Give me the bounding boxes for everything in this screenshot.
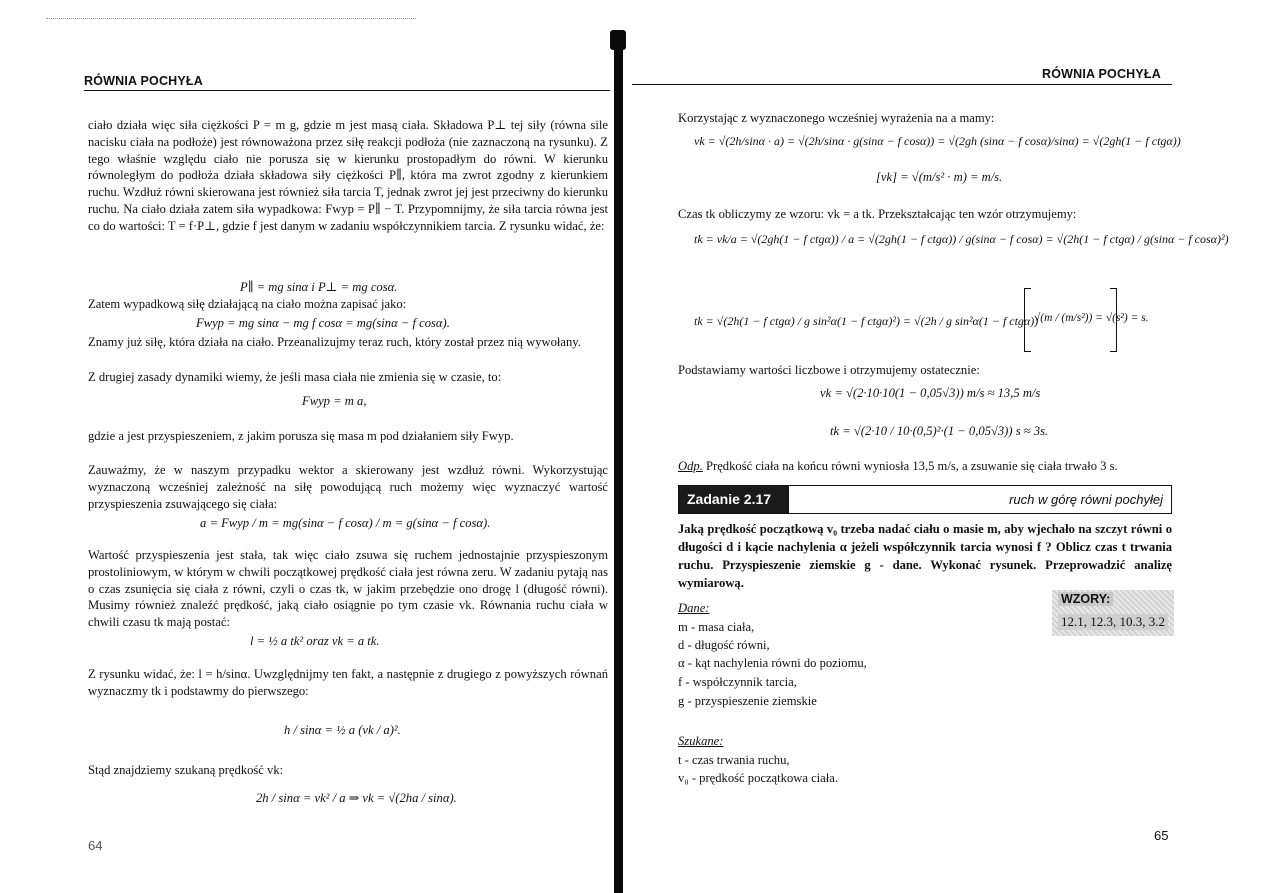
equation-time-simplified: tk = √(2h(1 − f ctgα) / g sin²α(1 − f ctgα)²) = √(2h / g sin²α(1 − f ctgα)) (694, 314, 1039, 328)
given-heading: Dane: (678, 601, 710, 615)
paragraph-velocity: Stąd znajdziemy szukaną prędkość vk: (88, 763, 284, 777)
equation-velocity-numeric: vk = √(2·10·10(1 − 0,05√3)) m/s ≈ 13,5 m/s (820, 386, 1041, 400)
paragraph-acceleration: gdzie a jest przyspieszeniem, z jakim porusza się masa m pod działaniem siły Fwyp. (88, 429, 514, 443)
left-page (0, 0, 612, 893)
task-statement: Jaką prędkość początkową v₀ trzeba nadać ciału o masie m, aby wjechało na szczyt równi o długości d i kącie nachylenia α jeżeli współczynnik tarcia wynosi f ? Oblicz czas t trwania ruchu. Przyspieszenie ziemskie g - dane. Wykonać rysunek. Przeprowadzić analizę wymiarową. (678, 522, 1172, 590)
given-item: g - przyspieszenie ziemskie (678, 694, 817, 708)
equation-time-derivation: tk = vk/a = √(2gh(1 − f ctgα)) / a = √(2gh(1 − f ctgα)) / g(sinα − f cosα) = √(2h(1 − f ctgα) / g(sinα − f cosα)²) (694, 232, 1229, 246)
paragraph-forces: ciało działa więc siła ciężkości P = m g, gdzie m jest masą ciała. Składowa P⊥ tej siły (równa sile nacisku ciała na podłoże) jest równoważona przez siłę reakcji podłoża (nie zaznaczoną na rysunku). Z tego właśnie względu ciało nie porusza się w kierunku prostopadłym do równi. W kierunku równoległym do podłoża działa składowa siły ciężkości P∥, która ma zwrot zgodny z kierunkiem ruchu. Wzdłuż równi skierowana jest również siła tarcia T, jednak zwrot jej jest przeciwny do kierunku ruchu. Na ciało działa zatem siła wypadkowa: Fwyp = P∥ − T. Przypomnijmy, że siła tarcia równa jest co do wartości: T = f·P⊥, gdzie f jest danym w zadaniu współczynnikiem tarcia. Z rysunku widać, że: (88, 118, 609, 233)
equation-time-unit: √(m / (m/s²)) = √(s²) = s. (1034, 312, 1149, 324)
answer-text: Prędkość ciała na końcu równi wyniosła 13,5 m/s, a zsuwanie się ciała trwało 3 s. (706, 459, 1118, 473)
equation-components: P∥ = mg sinα i P⊥ = mg cosα. (240, 280, 398, 294)
answer-line (678, 458, 1172, 475)
paragraph-newton: Z drugiej zasady dynamiki wiemy, że jeśli masa ciała nie zmienia się w czasie, to: (88, 370, 502, 384)
given-item: α - kąt nachylenia równi do poziomu, (678, 656, 867, 670)
task-topic: ruch w górę równi pochyłej (1009, 492, 1163, 507)
paragraph-motion: Znamy już siłę, która działa na ciało. Przeanalizujmy teraz ruch, który został przez nią wywołany. (88, 335, 581, 349)
answer-label: Odp. (678, 459, 703, 473)
intro-text: Korzystając z wyznaczonego wcześniej wyrażenia na a mamy: (678, 111, 995, 125)
equation-newton: Fwyp = m a, (302, 394, 367, 408)
sought-item: v₀ - prędkość początkowa ciała. (678, 771, 838, 785)
equation-substitution: h / sinα = ½ a (vk / a)². (284, 723, 401, 737)
page-number-left: 64 (88, 838, 103, 853)
header-rule-left (84, 90, 610, 91)
equation-acceleration: a = Fwyp / m = mg(sinα − f cosα) / m = g(sinα − f cosα). (200, 516, 491, 530)
paragraph-geometry: Z rysunku widać, że: l = h/sinα. Uwzględnijmy ten fakt, a następnie z drugiego z powyższych równań wyznaczmy tk i podstawmy do pierwszego: (88, 667, 608, 698)
paragraph-resultant: Zatem wypadkową siłę działającą na ciało można zapisać jako: (88, 297, 407, 311)
given-item: f - współczynnik tarcia, (678, 675, 797, 689)
book-spine (614, 40, 623, 893)
equation-velocity: 2h / sinα = vk² / a ⇒ vk = √(2ha / sinα). (256, 791, 457, 805)
equation-velocity-unit: [vk] = √(m/s² · m) = m/s. (876, 170, 1003, 184)
sought-item: t - czas trwania ruchu, (678, 753, 790, 767)
equation-motion: l = ½ a tk² oraz vk = a tk. (250, 634, 380, 648)
header-rule-right (632, 84, 1172, 85)
given-item: m - masa ciała, (678, 620, 755, 634)
formulas-box (1052, 590, 1174, 636)
paragraph-vector-a: Zauważmy, że w naszym przypadku wektor a skierowany jest wzdłuż równi. Wykorzystując wyznaczoną wcześniej zależność na siłę powodującą ruch możemy więc wyznaczyć wartość przyspieszenia zsuwającego się ciała: (88, 463, 608, 511)
sought-heading: Szukane: (678, 734, 724, 748)
task-number: Zadanie 2.17 (679, 486, 789, 513)
running-header-left: RÓWNIA POCHYŁA (84, 74, 203, 88)
formulas-references: 12.1, 12.3, 10.3, 3.2 (1058, 614, 1168, 630)
paragraph-uniform-motion: Wartość przyspieszenia jest stała, tak więc ciało zsuwa się ruchem jednostajnie przyspieszonym prostoliniowym, w którym w chwili początkowej prędkość ciała jest równa zeru. W zadaniu pytają nas o czas zsunięcia się ciała z równi, czyli o czas tk, w jakim przebędzie ono drogę l (długość równi). Musimy również znaleźć prędkość, jaką ciało osiągnie po tym czasie vk. Równania ruchu ciała w chwili czasu tk mają postać: (88, 548, 608, 630)
formulas-label: WZORY: (1058, 592, 1113, 606)
equation-resultant-force: Fwyp = mg sinα − mg f cosα = mg(sinα − f cosα). (196, 316, 450, 330)
page-number-right: 65 (1154, 828, 1169, 843)
task-heading-bar (678, 485, 1172, 514)
equation-final-velocity: vk = √(2h/sinα · a) = √(2h/sinα · g(sinα − f cosα)) = √(2gh (sinα − f cosα)/sinα) = √(2gh(1 − f ctgα)) (694, 134, 1181, 148)
substitution-text: Podstawiamy wartości liczbowe i otrzymujemy ostatecznie: (678, 363, 980, 377)
equation-time-numeric: tk = √(2·10 / 10·(0,5)²·(1 − 0,05√3)) s ≈ 3s. (830, 424, 1049, 438)
given-item: d - długość równi, (678, 638, 770, 652)
running-header-right: RÓWNIA POCHYŁA (1042, 67, 1161, 81)
time-text: Czas tk obliczymy ze wzoru: vk = a tk. Przekształcając ten wzór otrzymujemy: (678, 207, 1077, 221)
unit-bracket-left (1024, 288, 1031, 352)
